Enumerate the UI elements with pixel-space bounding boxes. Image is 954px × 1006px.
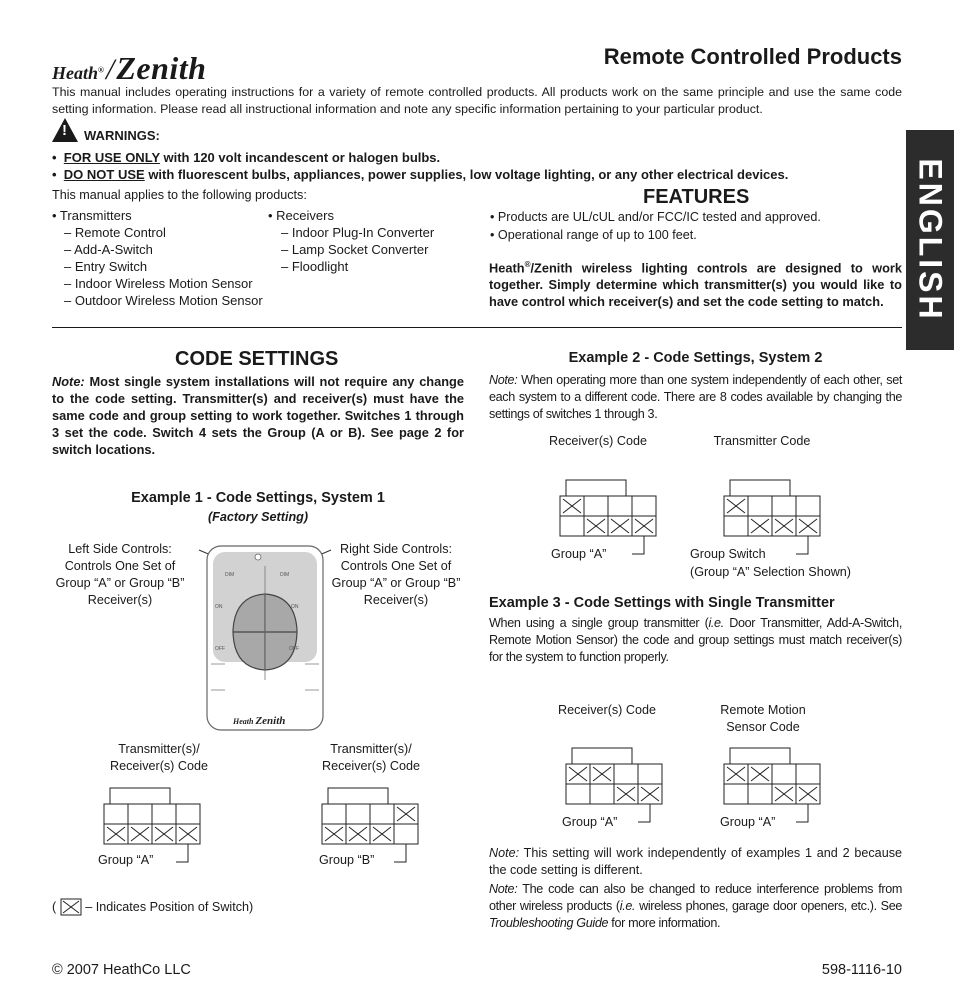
remote-off-label: OFF	[289, 646, 299, 652]
ex2-group-switch-note: (Group “A” Selection Shown)	[690, 565, 851, 579]
copyright: © 2007 HeathCo LLC	[52, 962, 191, 978]
language-tab: ENGLISH	[906, 130, 954, 350]
remote-dim-label: DIM	[280, 572, 290, 578]
heath-zenith-logo: Heath®/Zenith	[52, 50, 207, 86]
remote-brand-heath: Heath	[233, 717, 254, 726]
ex2-group-a-label: Group “A”	[551, 547, 607, 561]
list-heading: • Receivers	[268, 208, 334, 223]
remote-on-label: ON	[291, 604, 299, 610]
ex2-receiver-label: Receiver(s) Code	[549, 434, 647, 448]
list-heading: • Transmitters	[52, 208, 132, 223]
features-heading: FEATURES	[643, 186, 750, 208]
example3-text: When using a single group transmitter (i.e. Door Transmitter, Add-A-Switch, Remote Motion Sensor) the code and group settings must match receiver(s) for the system to function properly.	[489, 616, 902, 664]
section-divider	[52, 327, 902, 328]
warning-icon	[52, 118, 78, 142]
remote-dim-label: DIM	[225, 572, 235, 578]
example1-heading: Example 1 - Code Settings, System 1	[131, 490, 385, 506]
ex1-group-a-label: Group “A”	[98, 853, 154, 867]
ex1-right-code-label: Transmitter(s)/ Receiver(s) Code	[322, 742, 420, 773]
applies-text: This manual applies to the following products:	[52, 188, 307, 202]
warning-item: • FOR USE ONLY with 120 volt incandescent or halogen bulbs.	[52, 150, 441, 165]
warning-item: • DO NOT USE with fluorescent bulbs, appliances, power supplies, low voltage lighting, or any other electrical devices.	[52, 167, 789, 182]
example1-subheading: (Factory Setting)	[207, 510, 309, 524]
feature-item: • Products are UL/cUL and/or FCC/IC tested and approved.	[490, 210, 821, 224]
page-title: Remote Controlled Products	[603, 44, 902, 69]
switch-position-legend: ( – Indicates Position of Switch)	[52, 900, 254, 914]
note-independent: Note: This setting will work independently of examples 1 and 2 because the code setting is different.	[489, 846, 902, 877]
list-item: – Indoor Plug-In Converter	[281, 225, 435, 240]
ex2-transmitter-label: Transmitter Code	[713, 434, 811, 448]
list-item: – Entry Switch	[64, 259, 148, 274]
ex2-group-switch-label: Group Switch	[690, 547, 766, 561]
list-item: – Floodlight	[281, 259, 349, 274]
transmitters-list	[52, 207, 263, 309]
left-side-caption: Left Side Controls: Controls One Set of Group “A” or Group “B” Receiver(s)	[55, 542, 185, 607]
example3-heading: Example 3 - Code Settings with Single Transmitter	[489, 595, 835, 611]
features-statement: Heath®/Zenith wireless lighting controls are designed to work together. Simply determine which transmitter(s) you would like to have control which receiver(s) and set the code setting to match.	[489, 260, 902, 310]
note-interference: Note: The code can also be changed to reduce interference problems from other wireless products (i.e. wireless phones, garage door openers, etc.). See Troubleshooting Guide for more information.	[489, 882, 903, 930]
warnings-heading: !WARNINGS:	[52, 118, 160, 143]
intro-paragraph: This manual includes operating instructions for a variety of remote controlled products. All products work on the same principle and use the same code setting information. Please read all instructional information and note any specific information pertaining to your particular product.	[52, 85, 902, 116]
receivers-list	[268, 207, 434, 275]
list-item: – Lamp Socket Converter	[281, 242, 429, 257]
list-item: – Outdoor Wireless Motion Sensor	[64, 293, 263, 308]
remote-control-illustration	[195, 540, 335, 740]
svg-text:HeathZenith	[232, 715, 285, 727]
ex3-group-a-label: Group “A”	[720, 815, 776, 829]
example2-note: Note: When operating more than one system independently of each other, set each system to a different code. There are 8 codes available by changing the settings of switches 1 through 3.	[489, 373, 902, 421]
list-item: – Add-A-Switch	[64, 242, 153, 257]
switch-x-icon	[60, 898, 82, 916]
example2-heading: Example 2 - Code Settings, System 2	[568, 350, 823, 366]
feature-item: • Operational range of up to 100 feet.	[490, 228, 697, 242]
remote-on-label: ON	[215, 604, 223, 610]
list-item: – Indoor Wireless Motion Sensor	[64, 276, 253, 291]
ex1-group-b-label: Group “B”	[319, 853, 375, 867]
right-side-caption: Right Side Controls: Controls One Set of Group “A” or Group “B” Receiver(s)	[331, 542, 461, 607]
ex3-receiver-label: Receiver(s) Code	[558, 703, 656, 717]
ex1-left-code-label: Transmitter(s)/ Receiver(s) Code	[110, 742, 208, 773]
remote-brand-zenith: Zenith	[255, 715, 286, 727]
ex3-group-a-label: Group “A”	[562, 815, 618, 829]
part-number: 598-1116-10	[821, 962, 902, 978]
ex3-sensor-label: Remote Motion Sensor Code	[720, 703, 806, 734]
code-settings-heading: CODE SETTINGS	[175, 348, 339, 370]
code-settings-note: Note: Most single system installations will not require any change to the code setting. Transmitter(s) and receiver(s) must have the same code and group setting to work together. Switches 1 through 3 set the code. Switch 4 sets the Group (A or B). See page 2 for switch locations.	[52, 374, 464, 457]
remote-off-label: OFF	[215, 646, 225, 652]
list-item: – Remote Control	[64, 225, 166, 240]
